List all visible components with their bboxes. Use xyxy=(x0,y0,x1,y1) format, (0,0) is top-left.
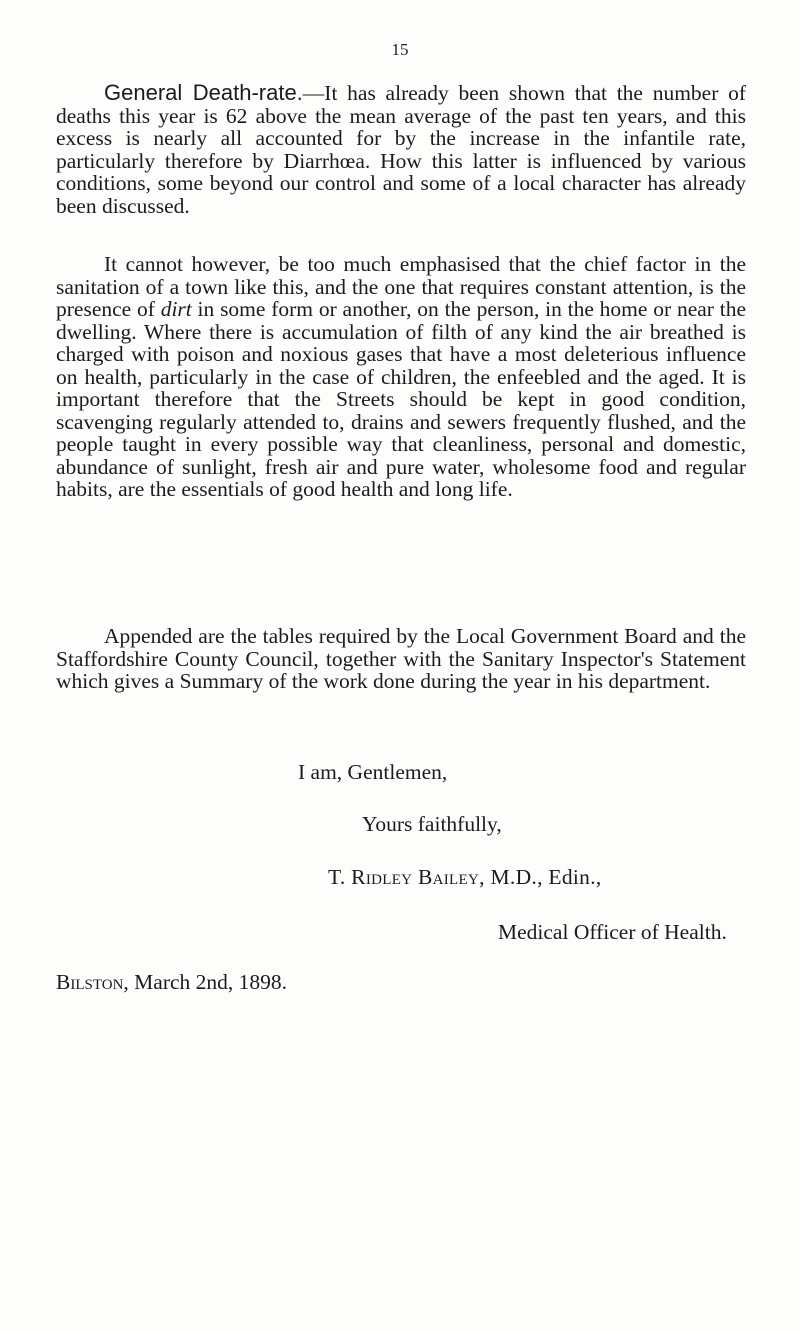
paragraph-2-text-b: in some form or another, on the person, in the home or near the dwelling. Where there is accumulation of filth of any kind the air breathed is charged with poison and noxious gases that have a most deleterious influence on health, particularly in the case of children, the enfeebled and the aged. It is important therefore that the Streets should be kept in good condition, scavenging regularly attended to, drains and sewers frequently flushed, and the people taught in every possible way that cleanliness, personal and domestic, abundance of sunlight, fresh air and pure water, wholesome food and regular habits, are the essentials of good health and long life. xyxy=(56,297,746,501)
valediction: Yours faithfully, xyxy=(362,812,502,836)
section-heading-general-death-rate: General Death-rate. xyxy=(104,80,303,105)
paragraph-3-text: Appended are the tables required by the Local Government Board and the Staffordshire County Council, together with the Sanitary Inspector's Statement which gives a Summary of the work done during the year in his department. xyxy=(56,624,746,693)
paragraph-2-text-a: It cannot however, be too much emphasised that the chief factor in the sanitation of a town like this, and the one that requires constant attention, is the presence of xyxy=(56,252,746,321)
signature-name: T. Ridley Bailey xyxy=(328,865,480,889)
paragraph-appended-tables xyxy=(56,625,746,693)
salutation: I am, Gentlemen, xyxy=(298,760,448,784)
page-number: 15 xyxy=(391,40,409,59)
place-date xyxy=(56,970,287,995)
emphasis-dirt: dirt xyxy=(160,297,192,321)
signature-degrees: , M.D., Edin., xyxy=(479,865,602,889)
signature xyxy=(328,865,602,890)
officer-title: Medical Officer of Health. xyxy=(498,920,727,944)
place-town: Bilston xyxy=(56,970,124,994)
paragraph-sanitation xyxy=(56,253,746,501)
place-date-text: , March 2nd, 1898. xyxy=(123,970,288,994)
paragraph-1-text: —It has already been shown that the number of deaths this year is 62 above the mean average of the past ten years, and this excess is nearly all accounted for by the increase in the infantile rate, particularly therefore by Diarrhœa. How this latter is influenced by various conditions, some beyond our control and some of a local character has already been discussed. xyxy=(56,81,747,218)
paragraph-general-death-rate xyxy=(56,82,746,217)
